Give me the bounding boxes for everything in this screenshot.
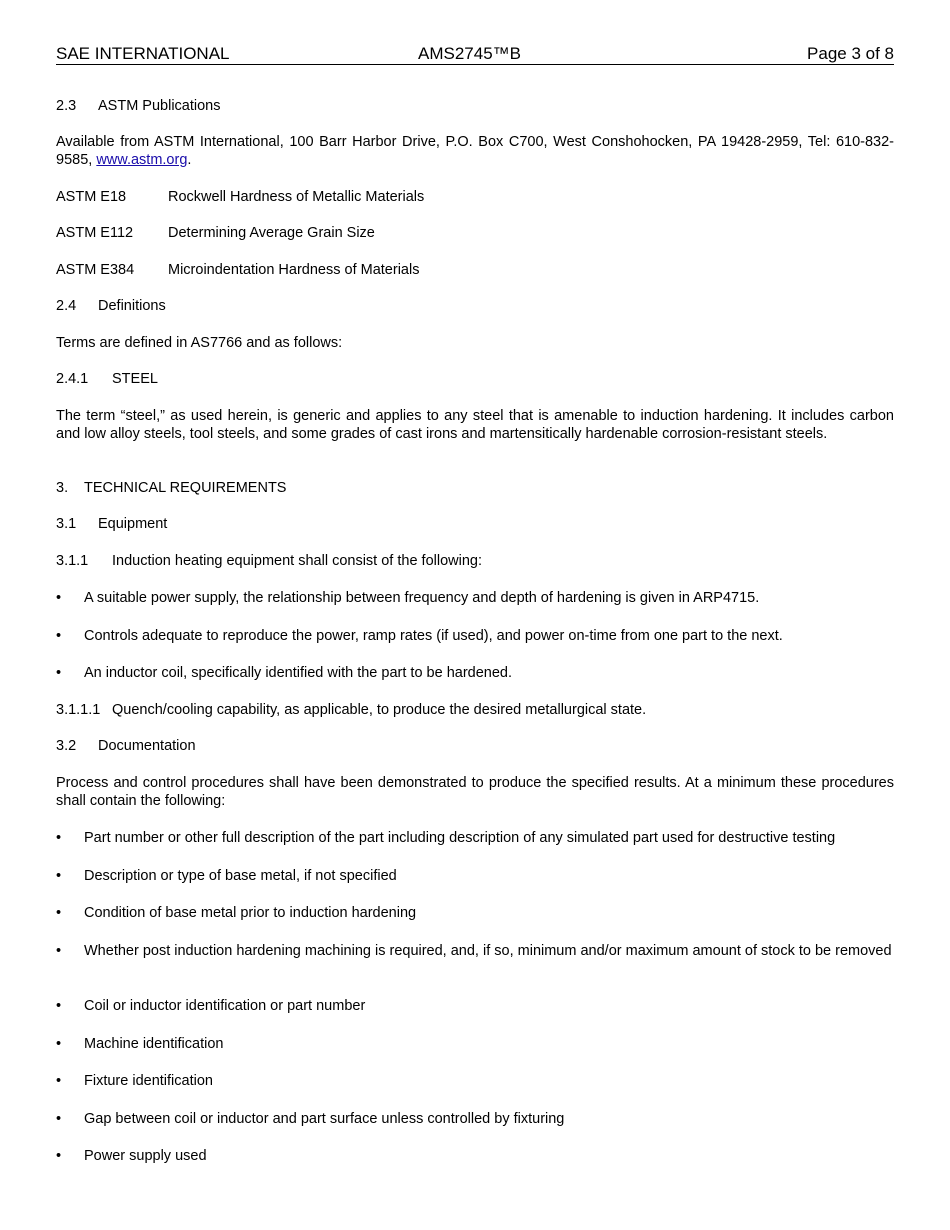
list-item-text: Power supply used xyxy=(84,1148,207,1164)
header-org: SAE INTERNATIONAL xyxy=(56,44,230,63)
page-header xyxy=(56,44,894,65)
section-3-1-1-1 xyxy=(56,702,894,720)
list-item-text: A suitable power supply, the relationship between frequency and depth of hardening is given in ARP4715. xyxy=(84,590,760,606)
section-title: STEEL xyxy=(112,371,158,387)
section-title: Documentation xyxy=(98,738,196,754)
section-text: Quench/cooling capability, as applicable, to produce the desired metallurgical state. xyxy=(112,702,647,718)
section-heading-2-4-1 xyxy=(56,371,894,389)
reference-title: Determining Average Grain Size xyxy=(168,225,375,241)
reference-code: ASTM E18 xyxy=(56,189,127,205)
section-number: 2.4.1 xyxy=(56,371,89,387)
section-heading-2-3 xyxy=(56,98,894,116)
bullet-icon: • xyxy=(56,1111,62,1127)
bullet-icon: • xyxy=(56,1073,62,1089)
section-number: 3.2 xyxy=(56,738,77,754)
section-number: 2.3 xyxy=(56,98,77,114)
section-number: 2.4 xyxy=(56,298,77,314)
list-item-text: An inductor coil, specifically identified with the part to be hardened. xyxy=(84,665,512,681)
section-number: 3.1 xyxy=(56,516,77,532)
section-heading-2-4 xyxy=(56,298,894,316)
astm-website-link[interactable]: www.astm.org xyxy=(96,151,188,168)
reference-row xyxy=(56,189,894,207)
bullet-icon: • xyxy=(56,868,62,884)
bullet-icon: • xyxy=(56,1036,62,1052)
reference-code: ASTM E384 xyxy=(56,262,135,278)
section-heading-3-1 xyxy=(56,516,894,534)
reference-title: Rockwell Hardness of Metallic Materials xyxy=(168,189,425,205)
section-title: Definitions xyxy=(98,298,166,314)
list-item-text: Whether post induction hardening machining is required, and, if so, minimum and/or maximum amount of stock to be removed xyxy=(84,943,892,959)
section-3-1-1 xyxy=(56,553,894,571)
bullet-icon: • xyxy=(56,905,62,921)
bullet-icon: • xyxy=(56,830,62,846)
section-number: 3.1.1.1 xyxy=(56,702,101,718)
bullet-icon: • xyxy=(56,1148,62,1164)
list-item-text: Condition of base metal prior to induction hardening xyxy=(84,905,417,921)
header-doc-number: AMS2745™B xyxy=(418,44,521,63)
document-page xyxy=(56,44,894,1164)
section-text: Induction heating equipment shall consist of the following: xyxy=(112,553,482,569)
bullet-icon: • xyxy=(56,998,62,1014)
reference-code: ASTM E112 xyxy=(56,225,134,241)
list-item-text: Part number or other full description of the part including description of any simulated part used for destructive testing xyxy=(84,830,836,846)
bullet-icon: • xyxy=(56,628,62,644)
list-item-text: Fixture identification xyxy=(84,1073,213,1089)
reference-title: Microindentation Hardness of Materials xyxy=(168,262,420,278)
section-heading-3 xyxy=(56,480,894,498)
section-title: TECHNICAL REQUIREMENTS xyxy=(84,480,287,496)
list-item-text: Coil or inductor identification or part number xyxy=(84,998,366,1014)
reference-row xyxy=(56,225,894,243)
list-item-text: Gap between coil or inductor and part surface unless controlled by fixturing xyxy=(84,1111,565,1127)
documentation-intro: Process and control procedures shall have been demonstrated to produce the specified results. At a minimum these procedures shall contain the following: xyxy=(56,775,894,809)
list-item-text: Controls adequate to reproduce the power, ramp rates (if used), and power on-time from one part to the next. xyxy=(84,628,783,644)
list-item-text: Description or type of base metal, if not specified xyxy=(84,868,397,884)
bullet-icon: • xyxy=(56,590,62,606)
astm-availability-end: . xyxy=(187,151,192,168)
section-number: 3. xyxy=(56,480,69,496)
section-title: ASTM Publications xyxy=(98,98,221,114)
reference-row xyxy=(56,262,894,280)
header-page-number: Page 3 of 8 xyxy=(807,44,894,63)
section-heading-3-2 xyxy=(56,738,894,756)
section-title: Equipment xyxy=(98,516,168,532)
list-item-text: Machine identification xyxy=(84,1036,224,1052)
bullet-icon: • xyxy=(56,665,62,681)
bullet-icon: • xyxy=(56,943,62,959)
section-number: 3.1.1 xyxy=(56,553,89,569)
terms-intro: Terms are defined in AS7766 and as follows: xyxy=(56,335,343,351)
astm-availability-text: Available from ASTM International, 100 Barr Harbor Drive, P.O. Box C700, West Conshohocken, PA 19428-2959, Tel: 610-832-9585, xyxy=(56,134,894,168)
astm-availability-paragraph xyxy=(56,134,894,169)
steel-definition: The term “steel,” as used herein, is generic and applies to any steel that is amenable to induction hardening. It includes carbon and low alloy steels, tool steels, and some grades of cast irons and martensitically hardenable corrosion-resistant steels. xyxy=(56,408,894,442)
